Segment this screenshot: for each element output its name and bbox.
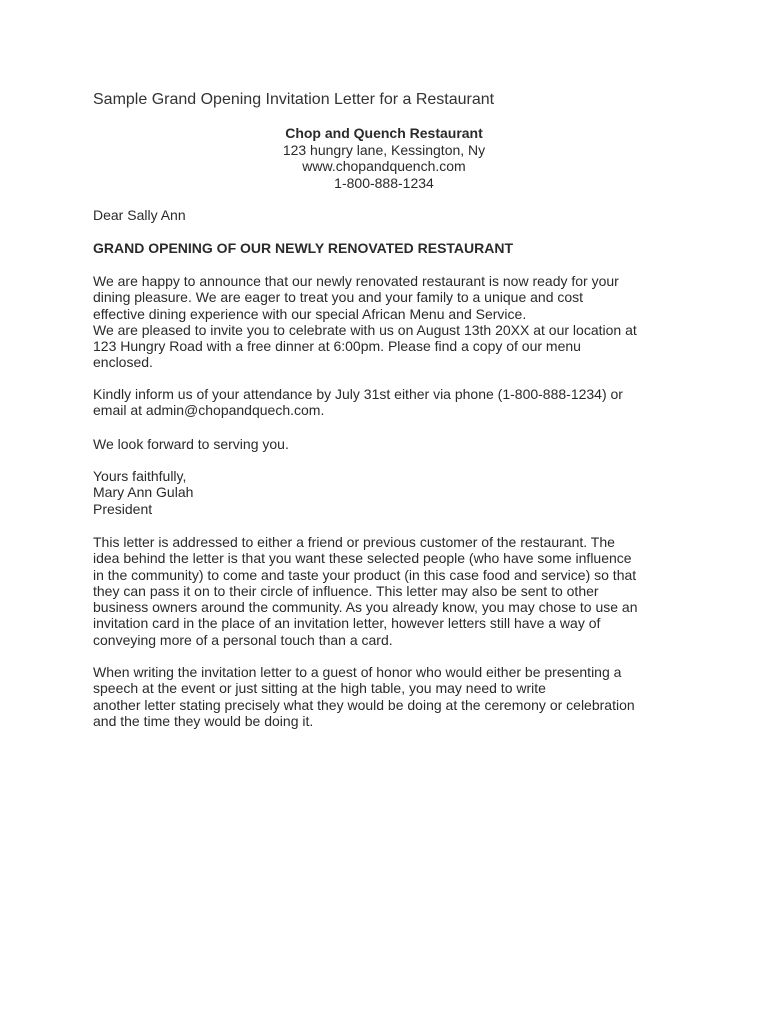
signer-name: Mary Ann Gulah: [93, 484, 194, 501]
commentary-paragraph-purpose: [93, 534, 693, 648]
text-line: they can pass it on to their circle of influence. This letter may also be sent to other: [93, 582, 599, 599]
text-line: We are happy to announce that our newly renovated restaurant is now ready for your: [93, 273, 619, 289]
restaurant-name: Chop and Quench Restaurant: [285, 125, 483, 141]
letter-paragraph-rsvp: [93, 386, 693, 419]
text-line: When writing the invitation letter to a guest of honor who would either be presenting a: [93, 664, 622, 680]
text-line: business owners around the community. As you already know, you may chose to use an: [93, 599, 638, 616]
text-line: in the community) to come and taste your product (in this case food and service) so that: [93, 566, 637, 583]
text-line: dining pleasure. We are eager to treat you and your family to a unique and cost: [93, 289, 584, 306]
text-line: invitation card in the place of an invitation letter, however letters still have a way of: [93, 615, 601, 632]
text-line: another letter stating precisely what they would be doing at the ceremony or celebration: [93, 696, 635, 713]
letterhead: [200, 125, 568, 191]
signature-block: [93, 468, 693, 517]
document-title: Sample Grand Opening Invitation Letter for a Restaurant: [93, 91, 495, 108]
letter-paragraph-closing-remark: We look forward to serving you.: [93, 436, 289, 452]
text-line: and the time they would be doing it.: [93, 712, 314, 729]
text-line: Kindly inform us of your attendance by July 31st either via phone (1-800-888-1234) or: [93, 386, 623, 402]
text-line: email at admin@chopandquech.com.: [93, 402, 325, 419]
text-line: 123 Hungry Road with a free dinner at 6:00pm. Please find a copy of our menu: [93, 338, 581, 355]
text-line: enclosed.: [93, 354, 153, 371]
text-line: idea behind the letter is that you want these selected people (who have some influence: [93, 550, 632, 567]
letter-subject: GRAND OPENING OF OUR NEWLY RENOVATED RESTAURANT: [93, 240, 514, 256]
restaurant-website: www.chopandquench.com: [302, 158, 466, 174]
letter-paragraph-invitation: [93, 273, 693, 371]
restaurant-phone: 1-800-888-1234: [334, 174, 434, 191]
signer-title: President: [93, 500, 153, 517]
text-line: We are pleased to invite you to celebrate with us on August 13th 20XX at our location at: [93, 321, 637, 338]
text-line: speech at the event or just sitting at the high table, you may need to write: [93, 680, 546, 697]
text-line: This letter is addressed to either a friend or previous customer of the restaurant. The: [93, 534, 615, 550]
closing-phrase: Yours faithfully,: [93, 468, 187, 484]
commentary-paragraph-guest-of-honor: [93, 664, 693, 729]
salutation: Dear Sally Ann: [93, 207, 186, 223]
restaurant-address: 123 hungry lane, Kessington, Ny: [282, 141, 486, 158]
text-line: conveying more of a personal touch than a card.: [93, 631, 393, 648]
text-line: effective dining experience with our special African Menu and Service.: [93, 305, 527, 322]
